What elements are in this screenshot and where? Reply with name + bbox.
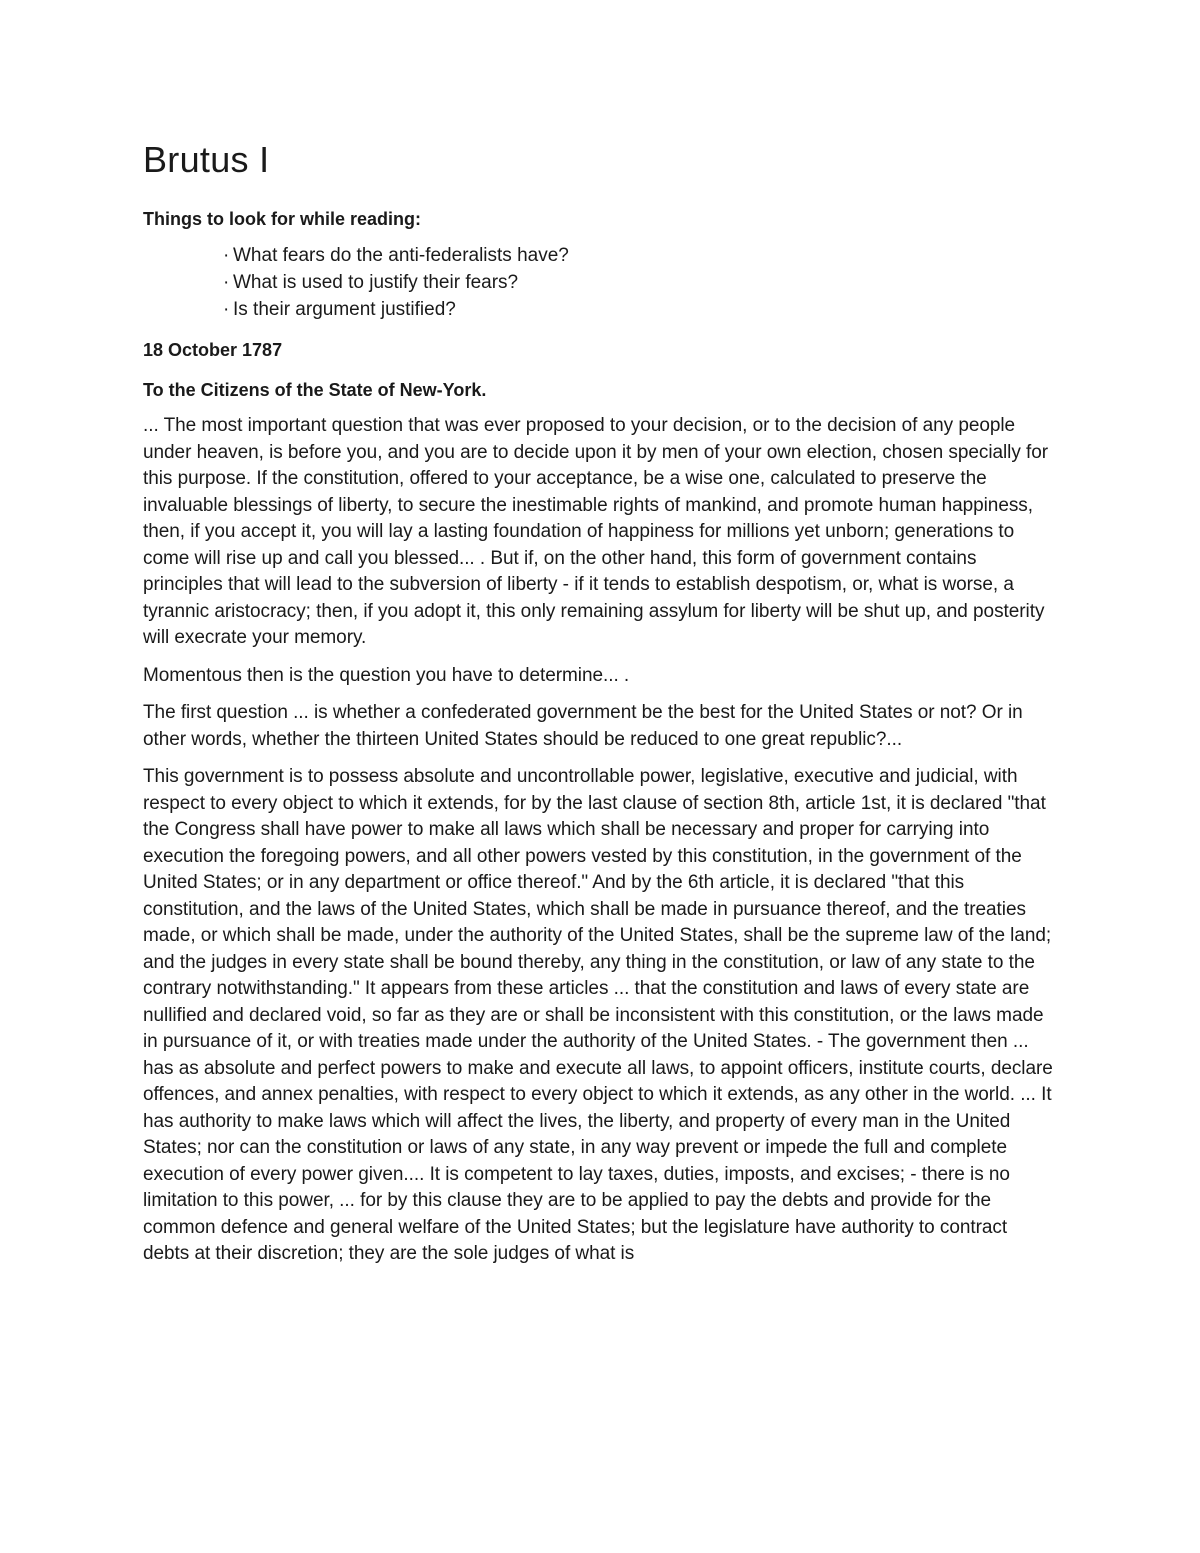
- list-item-text: What is used to justify their fears?: [233, 272, 519, 293]
- reading-guide-heading: Things to look for while reading:: [143, 209, 421, 229]
- bullet-marker: ·: [223, 272, 230, 293]
- body-paragraph: Momentous then is the question you have to determine... .: [143, 664, 630, 686]
- body-paragraph: ... The most important question that was ever proposed to your decision, or to the decision of any people under heaven, is before you, and you are to decide upon it by men of your own election, chosen specially for this purpose. If the constitution, offered to your acceptance, be a wise one, calculated to preserve the invaluable blessings of liberty, to secure the inestimable rights of mankind, and promote human happiness, then, if you accept it, you will lay a lasting foundation of happiness for millions yet unborn; generations to come will rise up and call you blessed... . But if, on the other hand, this form of government contains principles that will lead to the subversion of liberty - if it tends to establish despotism, or, what is worse, a tyrannic aristocracy; then, if you adopt it, this only remaining assylum for liberty will be shut up, and posterity will execrate your memory.: [143, 415, 1049, 648]
- list-item: [223, 242, 1055, 269]
- list-item-text: Is their argument justified?: [233, 299, 456, 320]
- list-item-text: What fears do the anti-federalists have?: [233, 245, 569, 266]
- bullet-marker: ·: [223, 299, 230, 320]
- document-page: [143, 138, 1055, 1279]
- document-title: Brutus I: [143, 139, 270, 180]
- list-item: [223, 296, 1055, 323]
- body-paragraph: The first question ... is whether a confederated government be the best for the United States or not? Or in other words, whether the thirteen United States should be reduced to one great republic?...: [143, 702, 1023, 750]
- bullet-marker: ·: [223, 245, 230, 266]
- list-item: [223, 269, 1055, 296]
- salutation: To the Citizens of the State of New-York.: [143, 380, 487, 400]
- body-paragraph: This government is to possess absolute and uncontrollable power, legislative, executive and judicial, with respect to every object to which it extends, for by the last clause of section 8th, article 1st, it is declared "that the Congress shall have power to make all laws which shall be necessary and proper for carrying into execution the foregoing powers, and all other powers vested by this constitution, in the government of the United States; or in any department or office thereof." And by the 6th article, it is declared "that this constitution, and the laws of the United States, which shall be made in pursuance thereof, and the treaties made, or which shall be made, under the authority of the United States, shall be the supreme law of the land; and the judges in every state shall be bound thereby, any thing in the constitution, or law of any state to the contrary notwithstanding." It appears from these articles ... that the constitution and laws of every state are nullified and declared void, so far as they are or shall be inconsistent with this constitution, or the laws made in pursuance of it, or with treaties made under the authority of the United States. - The government then ... has as absolute and perfect powers to make and execute all laws, to appoint officers, institute courts, declare offences, and annex penalties, with respect to every object to which it extends, as any other in the world. ... It has authority to make laws which will affect the lives, the liberty, and property of every man in the United States; nor can the constitution or laws of any state, in any way prevent or impede the full and complete execution of every power given.... It is competent to lay taxes, duties, imposts, and excises; - there is no limitation to this power, ... for by this clause they are to be applied to pay the debts and provide for the common defence and general welfare of the United States; but the legislature have authority to contract debts at their discretion; they are the sole judges of what is: [143, 766, 1053, 1264]
- document-date: 18 October 1787: [143, 340, 283, 360]
- reading-guide-list: [223, 242, 1055, 323]
